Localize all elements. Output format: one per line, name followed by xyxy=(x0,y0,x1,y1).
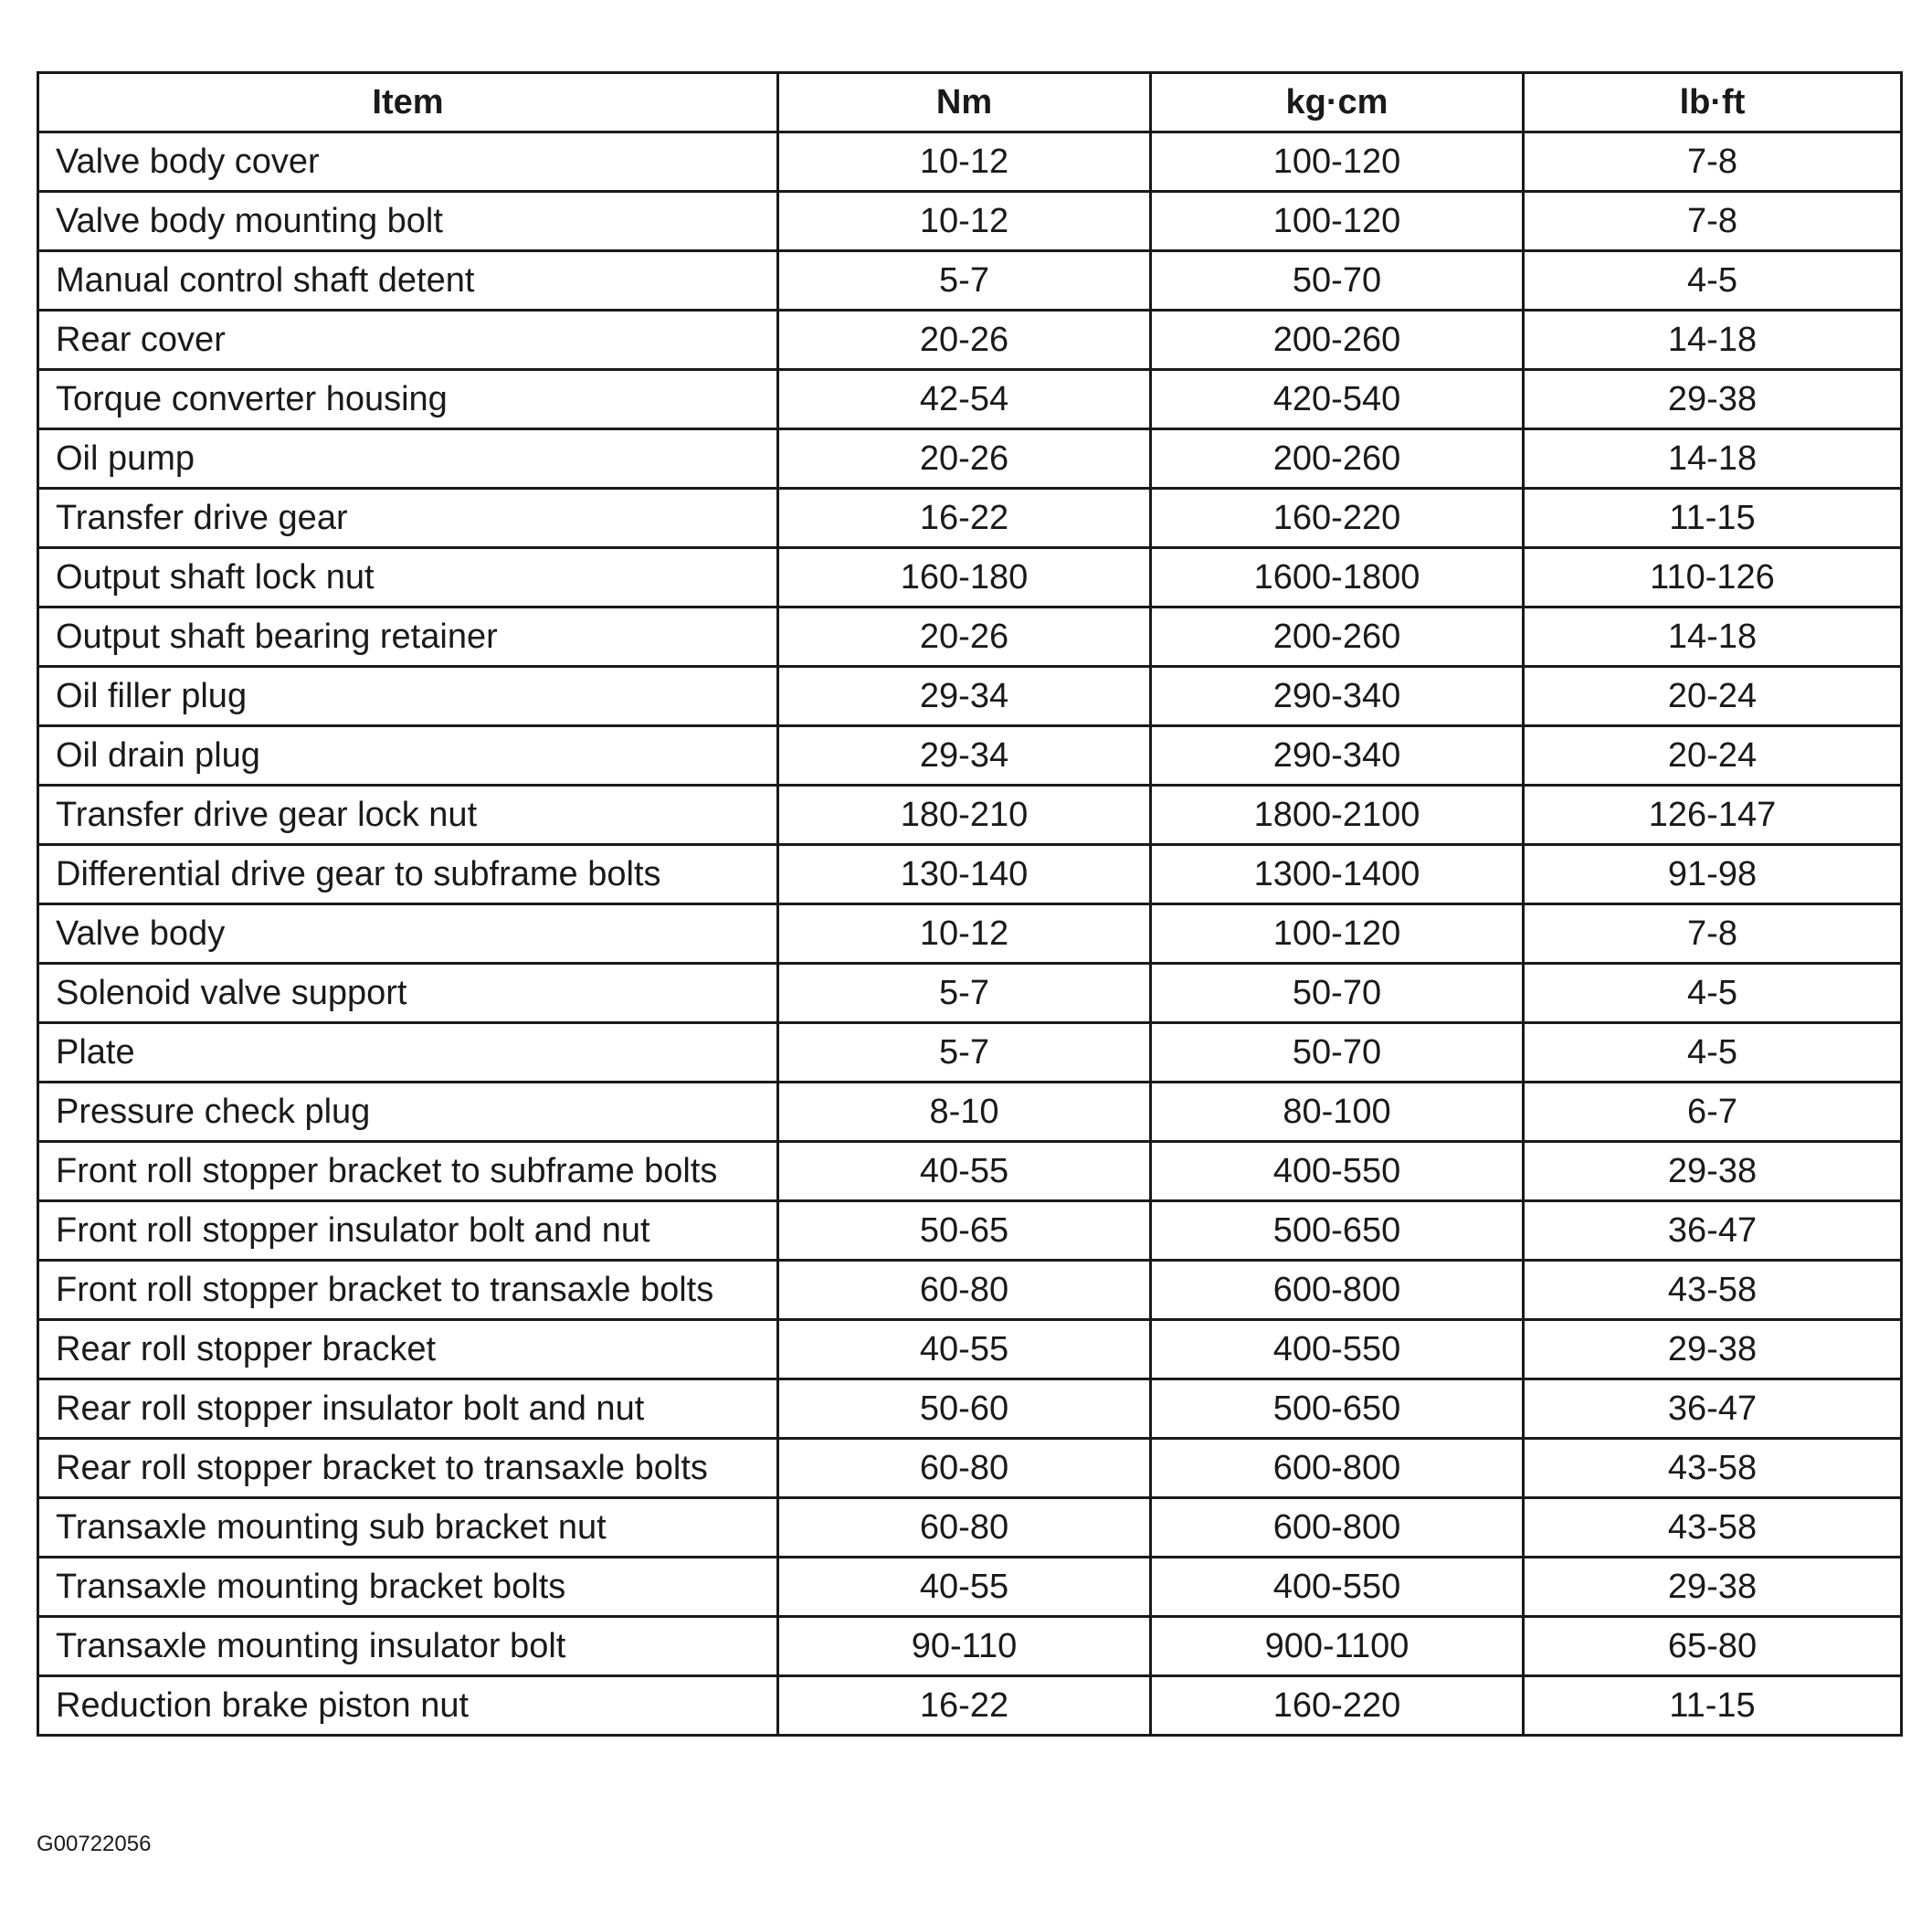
cell-item: Transaxle mounting sub bracket nut xyxy=(38,1498,778,1558)
cell-lbft: 4-5 xyxy=(1524,964,1902,1023)
cell-item: Oil drain plug xyxy=(38,726,778,786)
cell-nm: 40-55 xyxy=(778,1142,1151,1201)
cell-nm: 16-22 xyxy=(778,1676,1151,1736)
table-row xyxy=(38,1498,1902,1558)
cell-kgcm: 290-340 xyxy=(1151,726,1524,786)
cell-nm: 10-12 xyxy=(778,904,1151,964)
cell-nm: 29-34 xyxy=(778,726,1151,786)
cell-kgcm: 500-650 xyxy=(1151,1201,1524,1261)
cell-nm: 40-55 xyxy=(778,1320,1151,1379)
cell-kgcm: 100-120 xyxy=(1151,904,1524,964)
cell-kgcm: 900-1100 xyxy=(1151,1617,1524,1676)
table-row xyxy=(38,1676,1902,1736)
cell-lbft: 36-47 xyxy=(1524,1379,1902,1439)
cell-nm: 160-180 xyxy=(778,548,1151,607)
cell-item: Front roll stopper bracket to subframe bolts xyxy=(38,1142,778,1201)
table-row xyxy=(38,964,1902,1023)
table-body xyxy=(38,132,1902,1736)
cell-kgcm: 600-800 xyxy=(1151,1261,1524,1320)
cell-kgcm: 200-260 xyxy=(1151,429,1524,489)
cell-lbft: 4-5 xyxy=(1524,251,1902,311)
cell-item: Output shaft bearing retainer xyxy=(38,607,778,667)
table-row xyxy=(38,132,1902,192)
table-row xyxy=(38,311,1902,370)
cell-lbft: 29-38 xyxy=(1524,370,1902,429)
table-row xyxy=(38,1201,1902,1261)
table-row xyxy=(38,1558,1902,1617)
cell-nm: 20-26 xyxy=(778,429,1151,489)
table-row xyxy=(38,1617,1902,1676)
cell-kgcm: 500-650 xyxy=(1151,1379,1524,1439)
table-row xyxy=(38,607,1902,667)
cell-item: Plate xyxy=(38,1023,778,1083)
cell-lbft: 20-24 xyxy=(1524,667,1902,726)
table-row xyxy=(38,786,1902,845)
cell-lbft: 11-15 xyxy=(1524,1676,1902,1736)
cell-item: Transfer drive gear lock nut xyxy=(38,786,778,845)
cell-lbft: 14-18 xyxy=(1524,311,1902,370)
cell-lbft: 65-80 xyxy=(1524,1617,1902,1676)
table-row xyxy=(38,548,1902,607)
cell-kgcm: 160-220 xyxy=(1151,1676,1524,1736)
cell-kgcm: 160-220 xyxy=(1151,489,1524,548)
cell-kgcm: 600-800 xyxy=(1151,1439,1524,1498)
header-kgcm: kg·cm xyxy=(1151,73,1524,132)
table-row xyxy=(38,1142,1902,1201)
cell-lbft: 91-98 xyxy=(1524,845,1902,904)
cell-kgcm: 1300-1400 xyxy=(1151,845,1524,904)
cell-item: Oil filler plug xyxy=(38,667,778,726)
cell-nm: 130-140 xyxy=(778,845,1151,904)
cell-lbft: 36-47 xyxy=(1524,1201,1902,1261)
table-row xyxy=(38,1379,1902,1439)
cell-lbft: 4-5 xyxy=(1524,1023,1902,1083)
table-row xyxy=(38,1023,1902,1083)
cell-kgcm: 1600-1800 xyxy=(1151,548,1524,607)
cell-nm: 5-7 xyxy=(778,1023,1151,1083)
cell-kgcm: 100-120 xyxy=(1151,192,1524,251)
table-row xyxy=(38,251,1902,311)
cell-lbft: 29-38 xyxy=(1524,1558,1902,1617)
header-nm: Nm xyxy=(778,73,1151,132)
table-row xyxy=(38,1261,1902,1320)
cell-lbft: 29-38 xyxy=(1524,1320,1902,1379)
cell-nm: 20-26 xyxy=(778,607,1151,667)
cell-kgcm: 50-70 xyxy=(1151,251,1524,311)
cell-nm: 5-7 xyxy=(778,964,1151,1023)
cell-nm: 60-80 xyxy=(778,1439,1151,1498)
cell-lbft: 126-147 xyxy=(1524,786,1902,845)
cell-item: Reduction brake piston nut xyxy=(38,1676,778,1736)
cell-nm: 60-80 xyxy=(778,1498,1151,1558)
cell-nm: 20-26 xyxy=(778,311,1151,370)
cell-item: Oil pump xyxy=(38,429,778,489)
cell-lbft: 43-58 xyxy=(1524,1439,1902,1498)
cell-item: Front roll stopper bracket to transaxle bolts xyxy=(38,1261,778,1320)
cell-item: Torque converter housing xyxy=(38,370,778,429)
cell-lbft: 14-18 xyxy=(1524,607,1902,667)
table-row xyxy=(38,904,1902,964)
cell-nm: 16-22 xyxy=(778,489,1151,548)
cell-lbft: 7-8 xyxy=(1524,192,1902,251)
cell-item: Transaxle mounting bracket bolts xyxy=(38,1558,778,1617)
torque-spec-table xyxy=(37,71,1903,1737)
cell-item: Valve body mounting bolt xyxy=(38,192,778,251)
cell-kgcm: 50-70 xyxy=(1151,964,1524,1023)
cell-item: Valve body cover xyxy=(38,132,778,192)
cell-nm: 10-12 xyxy=(778,192,1151,251)
cell-nm: 10-12 xyxy=(778,132,1151,192)
cell-lbft: 7-8 xyxy=(1524,904,1902,964)
cell-lbft: 43-58 xyxy=(1524,1261,1902,1320)
cell-item: Rear roll stopper insulator bolt and nut xyxy=(38,1379,778,1439)
cell-item: Valve body xyxy=(38,904,778,964)
cell-nm: 8-10 xyxy=(778,1083,1151,1142)
table-row xyxy=(38,1439,1902,1498)
cell-lbft: 6-7 xyxy=(1524,1083,1902,1142)
cell-nm: 60-80 xyxy=(778,1261,1151,1320)
cell-nm: 90-110 xyxy=(778,1617,1151,1676)
cell-kgcm: 400-550 xyxy=(1151,1558,1524,1617)
cell-kgcm: 600-800 xyxy=(1151,1498,1524,1558)
cell-kgcm: 1800-2100 xyxy=(1151,786,1524,845)
table-row xyxy=(38,1320,1902,1379)
header-row xyxy=(38,73,1902,132)
cell-lbft: 43-58 xyxy=(1524,1498,1902,1558)
table-row xyxy=(38,489,1902,548)
cell-item: Rear cover xyxy=(38,311,778,370)
cell-kgcm: 80-100 xyxy=(1151,1083,1524,1142)
cell-kgcm: 420-540 xyxy=(1151,370,1524,429)
table-row xyxy=(38,845,1902,904)
cell-nm: 40-55 xyxy=(778,1558,1151,1617)
cell-item: Solenoid valve support xyxy=(38,964,778,1023)
cell-nm: 50-65 xyxy=(778,1201,1151,1261)
cell-nm: 29-34 xyxy=(778,667,1151,726)
header-lbft: lb·ft xyxy=(1524,73,1902,132)
cell-item: Front roll stopper insulator bolt and nut xyxy=(38,1201,778,1261)
table-row xyxy=(38,1083,1902,1142)
cell-kgcm: 200-260 xyxy=(1151,607,1524,667)
figure-id: G00722056 xyxy=(37,1832,152,1856)
cell-item: Differential drive gear to subframe bolts xyxy=(38,845,778,904)
cell-kgcm: 400-550 xyxy=(1151,1142,1524,1201)
cell-kgcm: 200-260 xyxy=(1151,311,1524,370)
cell-nm: 42-54 xyxy=(778,370,1151,429)
table-row xyxy=(38,726,1902,786)
cell-lbft: 14-18 xyxy=(1524,429,1902,489)
cell-nm: 50-60 xyxy=(778,1379,1151,1439)
cell-lbft: 7-8 xyxy=(1524,132,1902,192)
cell-lbft: 20-24 xyxy=(1524,726,1902,786)
table-row xyxy=(38,192,1902,251)
cell-kgcm: 50-70 xyxy=(1151,1023,1524,1083)
cell-item: Transaxle mounting insulator bolt xyxy=(38,1617,778,1676)
table-row xyxy=(38,370,1902,429)
table-row xyxy=(38,429,1902,489)
header-item: Item xyxy=(38,73,778,132)
cell-lbft: 29-38 xyxy=(1524,1142,1902,1201)
cell-item: Manual control shaft detent xyxy=(38,251,778,311)
cell-kgcm: 400-550 xyxy=(1151,1320,1524,1379)
cell-kgcm: 290-340 xyxy=(1151,667,1524,726)
cell-nm: 5-7 xyxy=(778,251,1151,311)
cell-item: Transfer drive gear xyxy=(38,489,778,548)
cell-nm: 180-210 xyxy=(778,786,1151,845)
cell-item: Rear roll stopper bracket to transaxle bolts xyxy=(38,1439,778,1498)
cell-lbft: 110-126 xyxy=(1524,548,1902,607)
table-header xyxy=(38,73,1902,132)
cell-item: Rear roll stopper bracket xyxy=(38,1320,778,1379)
cell-lbft: 11-15 xyxy=(1524,489,1902,548)
table-row xyxy=(38,667,1902,726)
cell-item: Output shaft lock nut xyxy=(38,548,778,607)
cell-kgcm: 100-120 xyxy=(1151,132,1524,192)
cell-item: Pressure check plug xyxy=(38,1083,778,1142)
